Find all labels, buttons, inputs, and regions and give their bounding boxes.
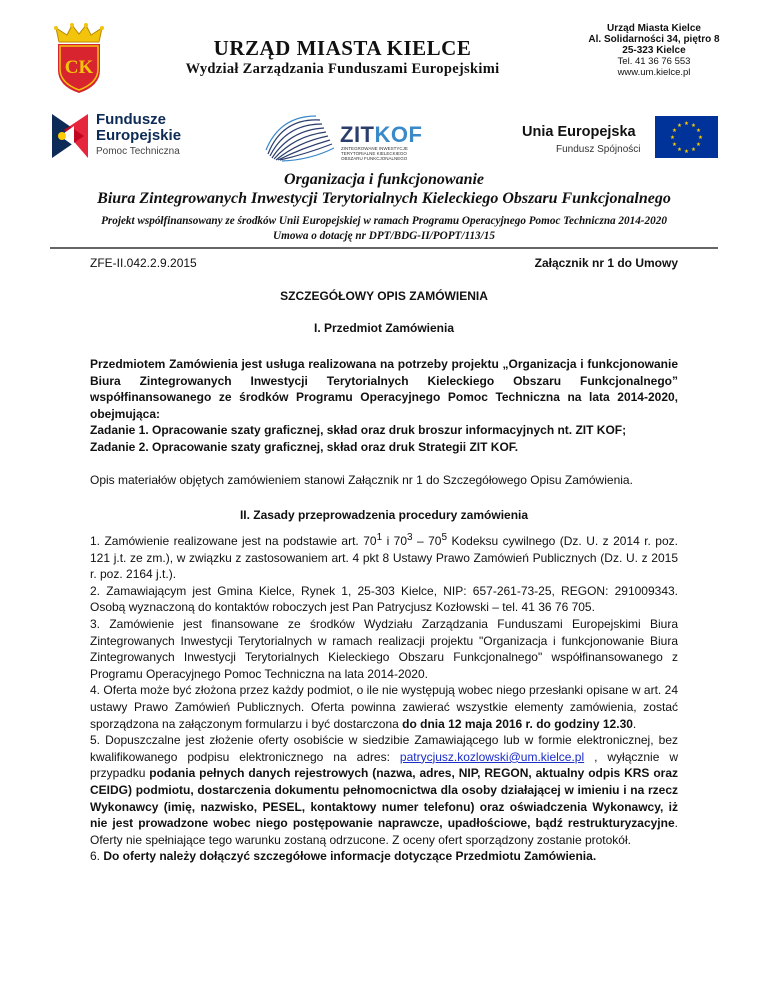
rule-6-text: Do oferty należy dołączyć szczegółowe informacje dotyczące Przedmiotu Zamówienia. (103, 849, 597, 864)
rule-6-number: 6. (90, 849, 104, 864)
kof-logo-part: KOF (374, 122, 423, 147)
task-2: Zadanie 2. Opracowanie szaty graficznej, skład oraz druk Strategii ZIT KOF. (90, 439, 519, 454)
eu-logo-subtext: Fundusz Spójności (556, 144, 641, 155)
office-title: URZĄD MIASTA KIELCE (213, 36, 472, 60)
rule-5 (90, 732, 678, 848)
svg-text:★: ★ (691, 147, 696, 153)
rule-2: 2. Zamawiającym jest Gmina Kielce, Rynek 1, 25-303 Kielce, NIP: 657-261-73-25, REGON: 291009343. Osobą wyznaczoną do kontaktów roboczych jest Pan Patrycjusz Kozłowski – tel. 41 36 76 705. (90, 583, 678, 615)
rules-list (90, 530, 678, 865)
header-divider (50, 247, 718, 249)
organization-title-line-2: Biura Zintegrowanych Inwestycji Terytorialnych Kieleckiego Obszaru Funkcjonalnego (97, 190, 671, 207)
rule-1-sup-1: 1 (376, 532, 383, 543)
grant-agreement-number: Umowa o dotację nr DPT/BDG-II/POPT/113/15 (273, 230, 495, 242)
document-title: SZCZEGÓŁOWY OPIS ZAMÓWIENIA (280, 289, 488, 303)
svg-text:CK: CK (64, 57, 94, 78)
svg-text:★: ★ (672, 142, 677, 148)
task-1: Zadanie 1. Opracowanie szaty graficznej, skład oraz druk broszur informacyjnych nt. ZIT KOF; (90, 423, 627, 438)
annex-label: Załącznik nr 1 do Umowy (534, 256, 678, 270)
rule-1-text-c: – 70 (412, 534, 442, 548)
materials-note: Opis materiałów objętych zamówieniem stanowi Załącznik nr 1 do Szczegółowego Opisu Zamówienia. (90, 473, 633, 487)
reference-number: ZFE-II.042.2.9.2015 (90, 256, 197, 270)
eu-logo-title: Unia Europejska (522, 124, 636, 140)
rule-1-text-a: 1. Zamówienie realizowane jest na podstawie art. 70 (90, 534, 377, 548)
fe-logo-subtext: Pomoc Techniczna (96, 146, 180, 157)
contact-email-link[interactable]: patrycjusz.kozlowski@um.kielce.pl (399, 749, 585, 764)
rule-1-sup-2: 3 (407, 532, 413, 543)
order-subject-paragraph (90, 356, 678, 456)
svg-text:★: ★ (670, 135, 675, 141)
section-2-heading: II. Zasady przeprowadzenia procedury zamówienia (239, 508, 529, 522)
rule-4-text: 4. Oferta może być złożona przez każdy podmiot, o ile nie występują wobec niego przesłanki opisane w art. 24 ustawy Prawo Zamówień Publicznych. Oferta powinna zawierać wszystkie elementy zamówienia, zostać sporządzona na załączonym formularzu i być dostarczona (90, 683, 678, 731)
rule-5-text-a: 5. Dopuszczalne jest złożenie oferty osobiście w siedzibie Zamawiającego lub w formie elektronicznej, bez kwalifikowanego podpisu elektronicznego na adres: (90, 733, 678, 764)
svg-text:★: ★ (677, 123, 682, 129)
order-subject-intro: Przedmiotem Zamówienia jest usługa realizowana na potrzeby projektu „Organizacja i funkcjonowanie Biura Zintegrowanych Inwestycji Terytorialnych Kieleckiego Obszaru Funkcjonalnego” współfinansowanego ze środków Programu Operacyjnego Pomoc Techniczna na lata 2014-2020, obejmująca: (90, 357, 678, 421)
svg-text:★: ★ (698, 135, 703, 141)
funding-logos (0, 108, 768, 168)
svg-text:★: ★ (684, 149, 689, 155)
address-phone: Tel. 41 36 76 553 (617, 56, 691, 67)
rule-1-text-d: Kodeksu cywilnego (Dz. U. z 2014 r. poz. 121 j.t. ze zm.), w związku z zastosowaniem art. 4 pkt 8 Ustawy Prawo Zamówień Publicznych (Dz. U. z 2015 r. poz. 2164 j.t.). (90, 534, 678, 582)
svg-text:★: ★ (672, 128, 677, 134)
svg-text:★: ★ (691, 123, 696, 129)
rule-4-deadline: do dnia 12 maja 2016 r. do godziny 12.30 (402, 716, 633, 731)
svg-text:★: ★ (677, 147, 682, 153)
rule-3: 3. Zamówienie jest finansowane ze środków Wydziału Zarządzania Funduszami Europejskimi Biura Zintegrowanych Inwestycji Terytorialnych w ramach realizacji projektu "Organizacja i funkcjonowanie Biura Zintegrowanych Inwestycji Terytorialnych Kieleckiego Obszaru Funkcjonalnego" współfinansowanego z Programu Operacyjnego Pomoc Techniczna na lata 2014-2020. (90, 616, 678, 681)
office-address (570, 23, 738, 78)
zit-kof-subtext: ZINTEGROWANE INWESTYCJE TERYTORIALNE KIELECKIEGO OBSZARU FUNKCJONALNEGO (341, 146, 408, 161)
rule-1-sup-3: 5 (441, 532, 448, 543)
zit-kof-globe-icon (262, 114, 340, 162)
fe-logo-line-1: Fundusze (96, 111, 166, 128)
svg-text:★: ★ (696, 128, 701, 134)
rule-1-text-b: i 70 (382, 534, 408, 548)
rule-5-text-b: , wyłącznie w przypadku (90, 749, 678, 781)
project-cofinancing-note: Projekt współfinansowany ze środków Unii Europejskiej w ramach Programu Operacyjnego Pomoc Techniczna 2014-2020 (101, 215, 667, 227)
department-name: Wydział Zarządzania Funduszami Europejskimi (185, 61, 500, 77)
rule-6 (90, 848, 678, 865)
rule-4-end: . (632, 716, 637, 731)
svg-text:★: ★ (684, 121, 689, 127)
rule-5-text-d: . Oferty nie spełniające tego warunku zostaną odrzucone. Z oceny ofert sporządzony zostanie protokół. (90, 816, 678, 847)
eu-flag-icon (655, 116, 718, 158)
svg-text:★: ★ (696, 142, 701, 148)
zit-kof-logo-text (340, 122, 422, 148)
rule-1 (90, 530, 678, 583)
fundusze-europejskie-logo-icon (50, 110, 90, 162)
fe-logo-text (96, 112, 181, 144)
organization-title-line-1: Organizacja i funkcjonowanie (283, 171, 485, 188)
letterhead (0, 0, 768, 100)
address-line-3: 25-323 Kielce (622, 45, 686, 56)
address-website: www.um.kielce.pl (617, 67, 691, 78)
address-line-2: Al. Solidarności 34, piętro 8 (588, 34, 720, 45)
section-1-heading: I. Przedmiot Zamówienia (313, 321, 455, 335)
address-line-1: Urząd Miasta Kielce (607, 23, 701, 34)
zit-logo-part: ZIT (340, 122, 375, 147)
rule-4 (90, 682, 678, 732)
fe-logo-line-2: Europejskie (96, 127, 182, 144)
kielce-crest-icon (50, 22, 108, 94)
rule-5-requirements: podania pełnych danych rejestrowych (nazwa, adres, NIP, REGON, aktualny odpis KRS oraz CEIDG) podmiotu, dostarczenia dokumentu pełnomocnictwa dla osoby działającej w imieniu i na rzecz Wykonawcy (imię, nazwisko, PESEL, kontaktowy numer telefonu) oraz oświadczenia Wykonawcy, iż nie jest prowadzone wobec niego postępowanie naprawcze, upadłościowe, bądź restrukturyzacyjne (90, 766, 678, 831)
